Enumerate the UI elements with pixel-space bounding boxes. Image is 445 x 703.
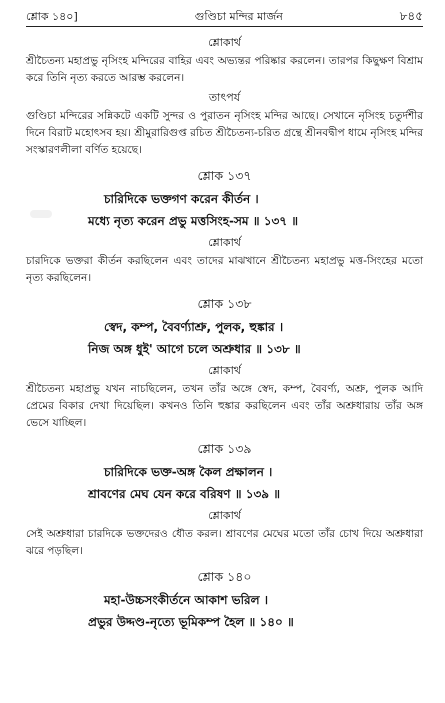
- verse-line-2: নিজ অঙ্গ ধুই' আগে চলে অশ্রুধার ॥ ১৩৮ ॥: [88, 342, 301, 356]
- translation-heading: শ্লোকার্থ: [208, 509, 241, 522]
- purport-paragraph: গুণ্ডিচা মন্দিরের সন্নিকটে একটি সুন্দর ও পুরাতন নৃসিংহ মন্দির আছে। সেখানে নৃসিংহ চতুর্দশীর দিনে বিরাট মহোৎসব হয়। শ্রীমুরারিগুপ্ত রচিত শ্রীচৈতন্য-চরিত গ্রন্থে শ্রীনবদ্বীপ ধামে নৃসিংহ মন্দির সংস্কারণলীলা বর্ণিত হয়েছে।: [26, 110, 423, 156]
- running-head-verse-ref: শ্লোক ১৪০]: [26, 10, 78, 23]
- translation-heading: শ্লোকার্থ: [208, 236, 241, 249]
- verse-line-2: প্রভুর উদ্দণ্ড-নৃত্যে ভূমিকম্প হৈল ॥ ১৪০ ॥: [88, 615, 294, 629]
- paper-smudge: [30, 210, 52, 218]
- verse-line-1: চারিদিকে ভক্ত-অঙ্গ কৈল প্রক্ষালন ।: [104, 465, 273, 479]
- verse-line-1: স্বেদ, কম্প, বৈবর্ণ্যাশ্রু, পুলক, হুঙ্কার ।: [104, 320, 284, 334]
- verse-number: শ্লোক ১৩৯: [197, 441, 252, 456]
- page-number: ৮৪৫: [399, 9, 423, 23]
- verse-line-2: মধ্যে নৃত্য করেন প্রভু মত্তসিংহ-সম ॥ ১৩৭ ॥: [88, 214, 299, 228]
- translation-heading: শ্লোকার্থ: [208, 36, 241, 49]
- verse-line-1: মহা-উচ্চসংকীর্তনে আকাশ ভরিল ।: [104, 593, 269, 607]
- translation-paragraph: শ্রীচৈতন্য মহাপ্রভু যখন নাচছিলেন, তখন তাঁর অঙ্গে স্বেদ, কম্প, বৈবর্ণ্য, অশ্রু, পুলক আদি প্রেমের বিকার দেখা দিয়েছিল। কখনও তিনি হুঙ্কার করছিলেন এবং তাঁর অশ্রুধারায় তাঁর অঙ্গ ভেসে যাচ্ছিল।: [26, 383, 423, 429]
- verse-number: শ্লোক ১৪০: [197, 569, 252, 584]
- verse-line-2: শ্রাবণের মেঘ যেন করে বরিষণ ॥ ১৩৯ ॥: [88, 487, 281, 501]
- running-head: [26, 8, 423, 27]
- verse-line-1: চারিদিকে ভক্তগণ করেন কীর্তন ।: [104, 192, 259, 206]
- running-head-chapter-title: গুণ্ডিচা মন্দির মার্জন: [194, 10, 283, 23]
- translation-paragraph: চারদিকে ভক্তরা কীর্তন করছিলেন এবং তাদের মাঝখানে শ্রীচৈতন্য মহাপ্রভু মত্ত-সিংহের মতো নৃত্য করছিলেন।: [26, 255, 423, 284]
- purport-heading: তাৎপর্য: [208, 91, 241, 104]
- verse-number: শ্লোক ১৩৭: [197, 168, 252, 183]
- verse-number: শ্লোক ১৩৮: [197, 296, 252, 311]
- translation-heading: শ্লোকার্থ: [208, 364, 241, 377]
- translation-paragraph: সেই অশ্রুধারা চারদিকে ভক্তদেরও ধৌত করল। শ্রাবণের মেঘের মতো তাঁর চোখ দিয়ে অশ্রুধারা ঝরে পড়ছিল।: [26, 528, 423, 557]
- translation-paragraph: শ্রীচৈতন্য মহাপ্রভু নৃসিংহ মন্দিরের বাহির এবং অভ্যন্তর পরিষ্কার করলেন। তারপর কিছুক্ষণ বিশ্রাম করে তিনি নৃত্য করতে আরম্ভ করলেন।: [26, 55, 423, 84]
